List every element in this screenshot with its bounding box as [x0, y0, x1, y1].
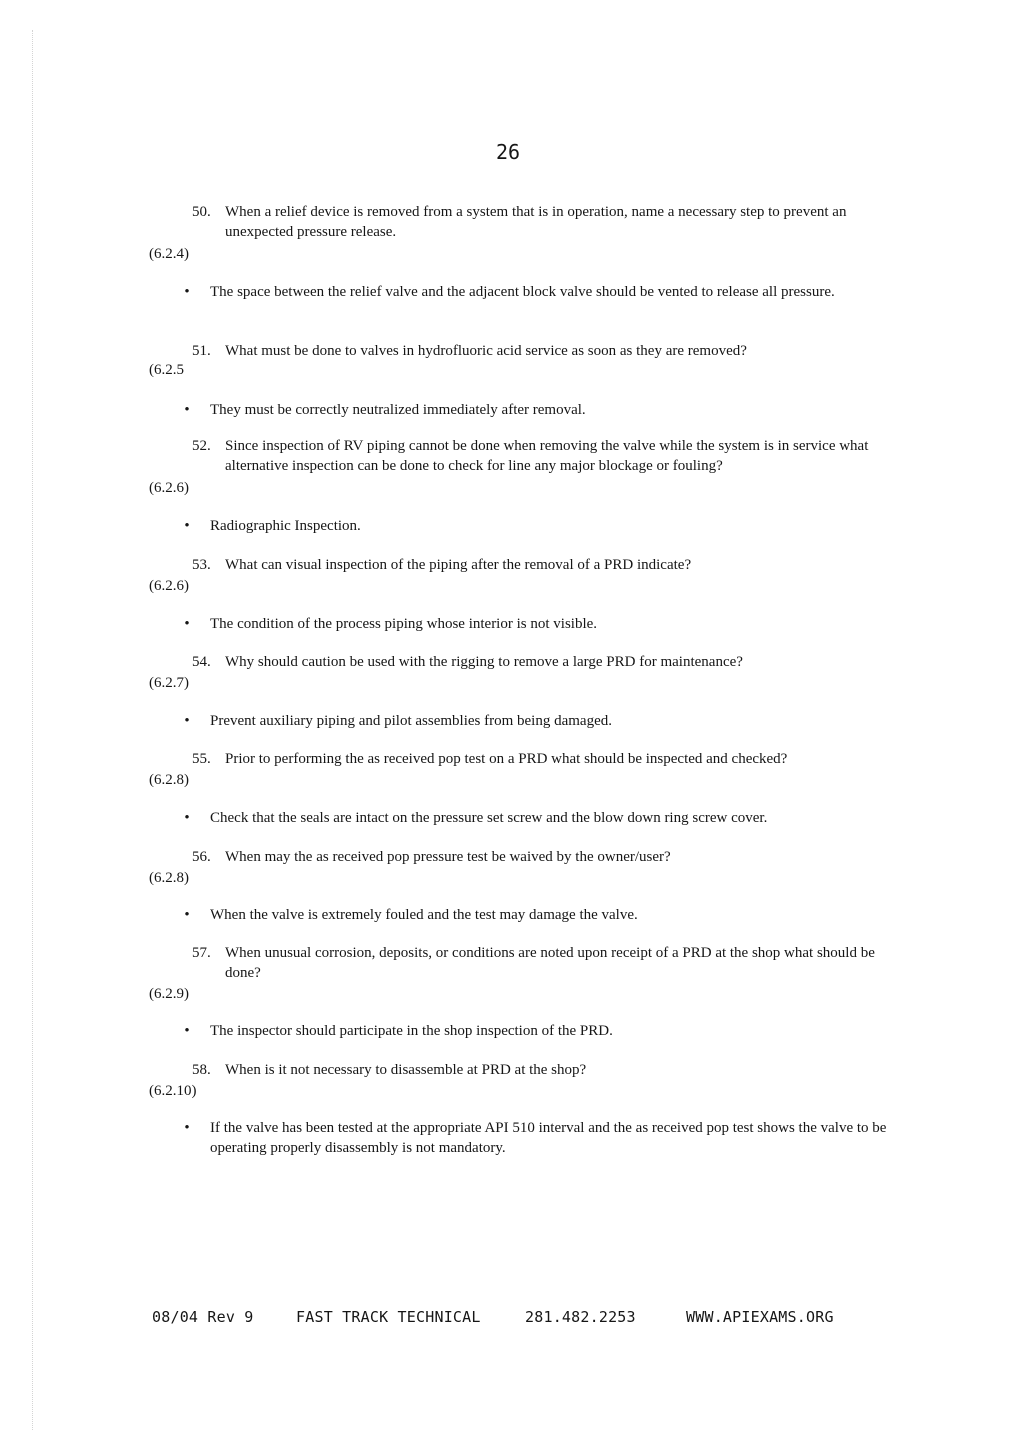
section-reference: (6.2.6) — [149, 578, 189, 594]
section-reference: (6.2.4) — [149, 246, 189, 262]
question-text: When is it not necessary to disassemble at PRD at the shop? — [225, 1062, 587, 1078]
question-50 — [192, 202, 890, 242]
question-text: Since inspection of RV piping cannot be done when removing the valve while the system is in service what alternative inspection can be done to check for line any major blockage or fouling? — [225, 438, 869, 474]
bullet-icon: • — [184, 1023, 190, 1039]
answer-52 — [180, 516, 890, 536]
question-52 — [192, 436, 890, 476]
answer-56 — [180, 905, 890, 925]
answer-50 — [180, 282, 890, 302]
question-57 — [192, 943, 890, 983]
answer-58 — [180, 1118, 890, 1158]
question-54 — [192, 652, 890, 672]
bullet-icon: • — [184, 1120, 190, 1136]
answer-53 — [180, 614, 890, 634]
bullet-icon: • — [184, 810, 190, 826]
answer-text: They must be correctly neutralized immediately after removal. — [210, 402, 586, 418]
question-number: 55. — [192, 751, 211, 767]
bullet-icon: • — [184, 518, 190, 534]
question-text: Prior to performing the as received pop test on a PRD what should be inspected and checked? — [225, 751, 788, 767]
bullet-icon: • — [184, 907, 190, 923]
question-text: When may the as received pop pressure test be waived by the owner/user? — [225, 849, 671, 865]
question-text: What must be done to valves in hydrofluoric acid service as soon as they are removed? — [225, 343, 747, 359]
section-reference: (6.2.8) — [149, 870, 189, 886]
footer-revision: 08/04 Rev 9 — [152, 1308, 254, 1326]
bullet-icon: • — [184, 713, 190, 729]
question-53 — [192, 555, 890, 575]
question-number: 58. — [192, 1062, 211, 1078]
answer-text: Radiographic Inspection. — [210, 518, 361, 534]
answer-text: Check that the seals are intact on the pressure set screw and the blow down ring screw cover. — [210, 810, 768, 826]
section-reference: (6.2.9) — [149, 986, 189, 1002]
answer-text: Prevent auxiliary piping and pilot assemblies from being damaged. — [210, 713, 612, 729]
page-number: 26 — [495, 140, 521, 164]
question-number: 50. — [192, 204, 211, 220]
answer-55 — [180, 808, 890, 828]
question-number: 56. — [192, 849, 211, 865]
bullet-icon: • — [184, 402, 190, 418]
question-number: 57. — [192, 945, 211, 961]
question-55 — [192, 749, 890, 769]
question-number: 51. — [192, 343, 211, 359]
answer-text: The inspector should participate in the shop inspection of the PRD. — [210, 1023, 613, 1039]
answer-text: The space between the relief valve and the adjacent block valve should be vented to release all pressure. — [210, 284, 835, 300]
section-reference: (6.2.8) — [149, 772, 189, 788]
answer-text: If the valve has been tested at the appropriate API 510 interval and the as received pop test shows the valve to be operating properly disassembly is not mandatory. — [210, 1120, 887, 1156]
answer-54 — [180, 711, 890, 731]
footer-website: WWW.APIEXAMS.ORG — [686, 1308, 834, 1326]
question-number: 53. — [192, 557, 211, 573]
section-reference: (6.2.5 — [149, 362, 184, 378]
question-text: What can visual inspection of the piping after the removal of a PRD indicate? — [225, 557, 692, 573]
bullet-icon: • — [184, 284, 190, 300]
question-number: 52. — [192, 438, 211, 454]
question-text: When unusual corrosion, deposits, or conditions are noted upon receipt of a PRD at the shop what should be done? — [225, 945, 875, 981]
answer-text: The condition of the process piping whose interior is not visible. — [210, 616, 598, 632]
scan-margin-artifact — [32, 30, 41, 1430]
footer-company: FAST TRACK TECHNICAL — [296, 1308, 481, 1326]
bullet-icon: • — [184, 616, 190, 632]
section-reference: (6.2.10) — [149, 1083, 197, 1099]
question-51 — [192, 341, 890, 361]
section-reference: (6.2.6) — [149, 480, 189, 496]
question-number: 54. — [192, 654, 211, 670]
question-56 — [192, 847, 890, 867]
section-reference: (6.2.7) — [149, 675, 189, 691]
question-text: Why should caution be used with the rigging to remove a large PRD for maintenance? — [225, 654, 743, 670]
answer-57 — [180, 1021, 890, 1041]
answer-text: When the valve is extremely fouled and the test may damage the valve. — [210, 907, 638, 923]
answer-51 — [180, 400, 890, 420]
footer-phone: 281.482.2253 — [525, 1308, 636, 1326]
question-text: When a relief device is removed from a system that is in operation, name a necessary step to prevent an unexpected pressure release. — [225, 204, 847, 240]
question-58 — [192, 1060, 890, 1080]
